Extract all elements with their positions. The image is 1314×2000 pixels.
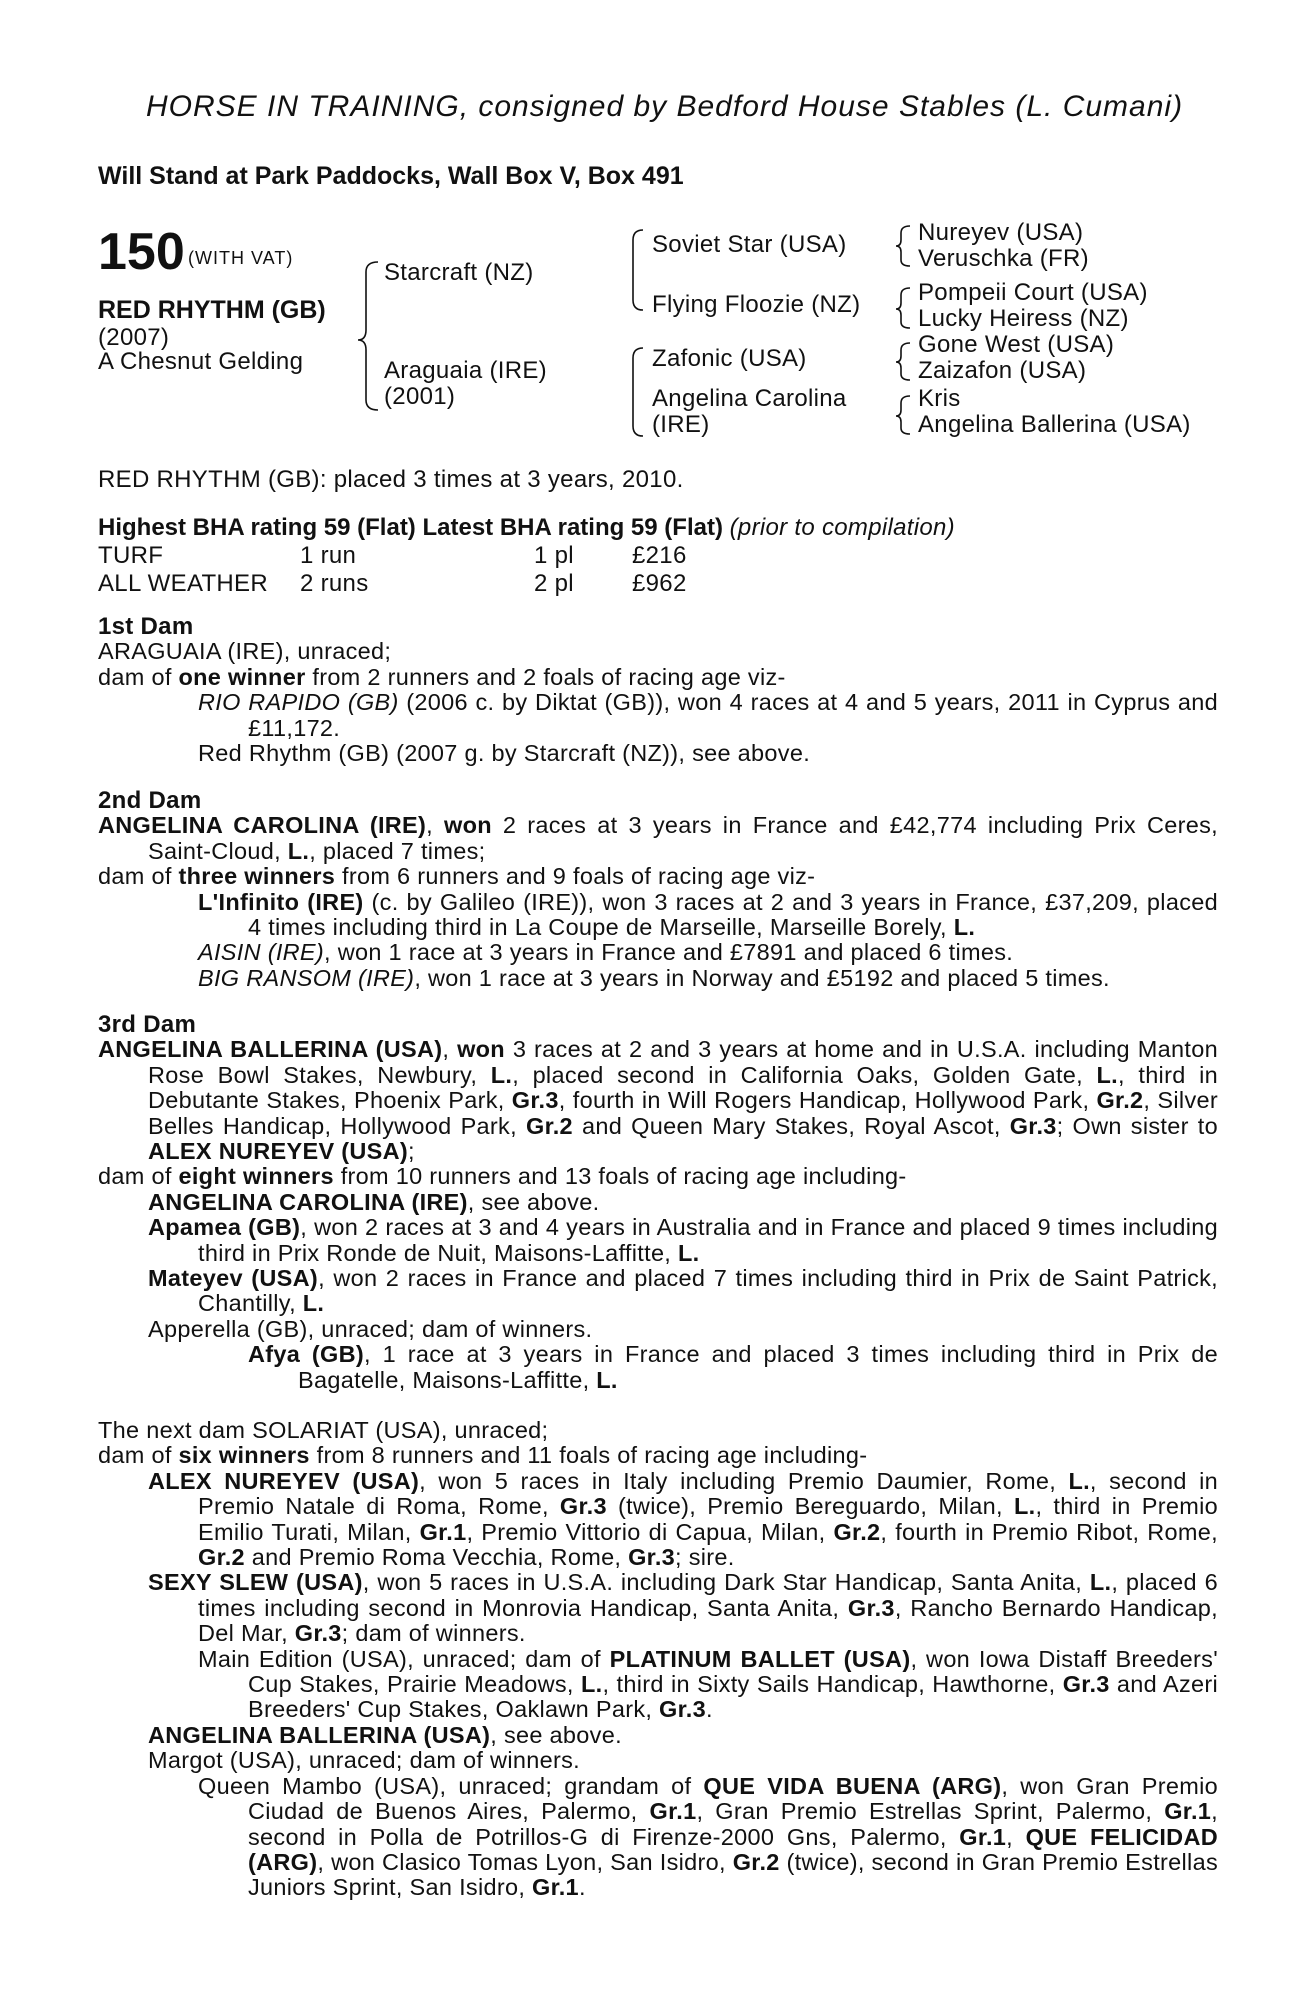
third-dam-section: 3rd Dam ANGELINA BALLERINA (USA), won 3 races at 2 and 3 years at home and in U.S.A. including Manton Rose Bowl Stakes, Newbury, L., placed second in California Oaks, Golden Gate, L., third in Debutante Stakes, Phoenix Park, Gr.3, fourth in Will Rogers Handicap, Hollywood Park, Gr.2, Silver Belles Handicap, Hollywood Park, Gr.2 and Queen Mary Stakes, Royal Ascot, Gr.3; Own sister to ALEX NUREYEV (USA); dam of eight winners from 10 runners and 13 foals of racing age including- ANGELINA CAROLINA (IRE), see above. Apamea (GB), won 2 races at 3 and 4 years in Australia and in France and placed 9 times including third in Prix Ronde de Nuit, Maisons-Laffitte, L. Mateyev (USA), won 2 races in France and placed 7 times including third in Prix de Saint Patrick, Chantilly, L. Apperella (GB), unraced; dam of winners. Afya (GB), 1 race at 3 years in France and placed 3 times including third in Prix de Bagatelle, Maisons-Laffitte, L.: [98, 1011, 1218, 1393]
sire-sire: Soviet Star (USA): [652, 231, 847, 258]
table-row: TURF 1 run 1 pl £216: [98, 542, 687, 569]
race-summary: RED RHYTHM (GB): placed 3 times at 3 years, 2010.: [98, 466, 684, 493]
list-item: ALEX NUREYEV (USA), won 5 races in Italy including Premio Daumier, Rome, L., second in Premio Natale di Roma, Rome, Gr.3 (twice), Premio Bereguardo, Milan, L., third in Premio Emilio Turati, Milan, Gr.1, Premio Vittorio di Capua, Milan, Gr.2, fourth in Premio Ribot, Rome, Gr.2 and Premio Roma Vecchia, Rome, Gr.3; sire.: [148, 1467, 1218, 1571]
dam-sire: Zafonic (USA): [652, 345, 807, 372]
list-item: RIO RAPIDO (GB) (2006 c. by Diktat (GB)), won 4 races at 4 and 5 years, 2011 in Cyprus and £11,172.: [198, 689, 1218, 741]
vat-label: (WITH VAT): [188, 248, 294, 268]
list-item: AISIN (IRE), won 1 race at 3 years in France and £7891 and placed 6 times.: [198, 939, 1014, 966]
lot-number: 150: [98, 223, 185, 281]
table-row: ALL WEATHER 2 runs 2 pl £962: [98, 570, 687, 597]
sire-dam: Flying Floozie (NZ): [652, 291, 861, 318]
horse-year: (2007): [98, 324, 170, 351]
gg-7: Kris: [918, 385, 961, 412]
next-dam-section: The next dam SOLARIAT (USA), unraced; dam of six winners from 8 runners and 11 foals of racing age including- ALEX NUREYEV (USA), won 5 races in Italy including Premio Daumier, Rome, L., second in Premio Natale di Roma, Rome, Gr.3 (twice), Premio Bereguardo, Milan, L., third in Premio Emilio Turati, Milan, Gr.1, Premio Vittorio di Capua, Milan, Gr.2, fourth in Premio Ribot, Rome, Gr.2 and Premio Roma Vecchia, Rome, Gr.3; sire. SEXY SLEW (USA), won 5 races in U.S.A. including Dark Star Handicap, Santa Anita, L., placed 6 times including second in Monrovia Handicap, Santa Anita, Gr.3, Rancho Bernardo Handicap, Del Mar, Gr.3; dam of winners. Main Edition (USA), unraced; dam of PLATINUM BALLET (USA), won Iowa Distaff Breeders' Cup Stakes, Prairie Meadows, L., third in Sixty Sails Handicap, Hawthorne, Gr.3 and Azeri Breeders' Cup Stakes, Oaklawn Park, Gr.3. ANGELINA BALLERINA (USA), see above. Margot (USA), unraced; dam of winners. Queen Mambo (USA), unraced; grandam of QUE VIDA BUENA (ARG), won Gran Premio Ciudad de Buenos Aires, Palermo, Gr.1, Gran Premio Estrellas Sprint, Palermo, Gr.1, second in Polla de Potrillos-G di Firenze-2000 Gns, Palermo, Gr.1, QUE FELICIDAD (ARG), won Clasico Tomas Lyon, San Isidro, Gr.2 (twice), second in Gran Premio Estrellas Juniors Sprint, San Isidro, Gr.1.: [98, 1417, 1219, 1901]
list-item: Queen Mambo (USA), unraced; grandam of QUE VIDA BUENA (ARG), won Gran Premio Ciudad de Buenos Aires, Palermo, Gr.1, Gran Premio Estrellas Sprint, Palermo, Gr.1, second in Polla de Potrillos-G di Firenze-2000 Gns, Palermo, Gr.1, QUE FELICIDAD (ARG), won Clasico Tomas Lyon, San Isidro, Gr.2 (twice), second in Gran Premio Estrellas Juniors Sprint, San Isidro, Gr.1.: [198, 1772, 1219, 1901]
list-item: ANGELINA CAROLINA (IRE), see above.: [148, 1188, 600, 1215]
list-item: Margot (USA), unraced; dam of winners.: [148, 1747, 580, 1774]
list-item: Apamea (GB), won 2 races at 3 and 4 years in Australia and in France and placed 9 times including third in Prix Ronde de Nuit, Maisons-Laffitte, L.: [148, 1214, 1218, 1266]
gg-4: Lucky Heiress (NZ): [918, 305, 1129, 332]
gg-3: Pompeii Court (USA): [918, 279, 1148, 306]
list-item: ANGELINA BALLERINA (USA), see above.: [148, 1721, 622, 1748]
list-item: BIG RANSOM (IRE), won 1 race at 3 years in Norway and £5192 and placed 5 times.: [198, 964, 1110, 991]
list-item: Main Edition (USA), unraced; dam of PLATINUM BALLET (USA), won Iowa Distaff Breeders' Cup Stakes, Prairie Meadows, L., third in Sixty Sails Handicap, Hawthorne, Gr.3 and Azeri Breeders' Cup Stakes, Oaklawn Park, Gr.3.: [198, 1645, 1219, 1723]
stand-location: Will Stand at Park Paddocks, Wall Box V, Box 491: [98, 162, 684, 190]
list-item: Afya (GB), 1 race at 3 years in France and placed 3 times including third in Prix de Bagatelle, Maisons-Laffitte, L.: [248, 1341, 1218, 1393]
dam-year: (2001): [384, 383, 456, 410]
list-item: L'Infinito (IRE) (c. by Galileo (IRE)), won 3 races at 2 and 3 years in France, £37,209, placed 4 times including third in La Coupe de Marseille, Marseille Borely, L.: [198, 888, 1218, 941]
bha-rating: [98, 514, 955, 542]
horse-name: RED RHYTHM (GB): [98, 296, 326, 324]
rating-note: (prior to compilation): [729, 514, 955, 541]
gg-5: Gone West (USA): [918, 331, 1115, 358]
gg-6: Zaizafon (USA): [918, 357, 1087, 384]
second-dam-section: 2nd Dam ANGELINA CAROLINA (IRE), won 2 races at 3 years in France and £42,774 including Prix Ceres, Saint-Cloud, L., placed 7 times; dam of three winners from 6 runners and 9 foals of racing age viz- L'Infinito (IRE) (c. by Galileo (IRE)), won 3 races at 2 and 3 years in France, £37,209, placed 4 times including third in La Coupe de Marseille, Marseille Borely, L. AISIN (IRE), won 1 race at 3 years in France and £7891 and placed 6 times. BIG RANSOM (IRE), won 1 race at 3 years in Norway and £5192 and placed 5 times.: [98, 787, 1218, 991]
dam-dam-line2: (IRE): [652, 411, 710, 438]
section-heading: 1st Dam: [98, 613, 194, 640]
rating-text: Highest BHA rating 59 (Flat) Latest BHA rating 59 (Flat): [98, 514, 723, 541]
list-item: SEXY SLEW (USA), won 5 races in U.S.A. including Dark Star Handicap, Santa Anita, L., placed 6 times including second in Monrovia Handicap, Santa Anita, Gr.3, Rancho Bernardo Handicap, Del Mar, Gr.3; dam of winners.: [148, 1569, 1219, 1647]
section-heading: 2nd Dam: [98, 787, 202, 814]
gg-8: Angelina Ballerina (USA): [918, 411, 1191, 438]
list-item: Mateyev (USA), won 2 races in France and placed 7 times including third in Prix de Saint Patrick, Chantilly, L.: [148, 1265, 1218, 1317]
list-item: Apperella (GB), unraced; dam of winners.: [148, 1315, 593, 1342]
dam: Araguaia (IRE): [384, 357, 547, 384]
list-item: Red Rhythm (GB) (2007 g. by Starcraft (NZ)), see above.: [198, 740, 811, 767]
horse-description: A Chesnut Gelding: [98, 348, 304, 375]
dam-dam: Angelina Carolina: [652, 385, 847, 412]
section-heading: 3rd Dam: [98, 1011, 197, 1038]
first-dam-section: 1st Dam ARAGUAIA (IRE), unraced; dam of one winner from 2 runners and 2 foals of racing age viz- RIO RAPIDO (GB) (2006 c. by Diktat (GB)), won 4 races at 4 and 5 years, 2011 in Cyprus and £11,172. Red Rhythm (GB) (2007 g. by Starcraft (NZ)), see above.: [98, 613, 1218, 767]
sire: Starcraft (NZ): [384, 259, 534, 286]
gg-1: Nureyev (USA): [918, 219, 1084, 246]
page-header: HORSE IN TRAINING, consigned by Bedford House Stables (L. Cumani): [146, 90, 1184, 123]
race-record-table: [98, 542, 687, 598]
gg-2: Veruschka (FR): [918, 245, 1089, 272]
